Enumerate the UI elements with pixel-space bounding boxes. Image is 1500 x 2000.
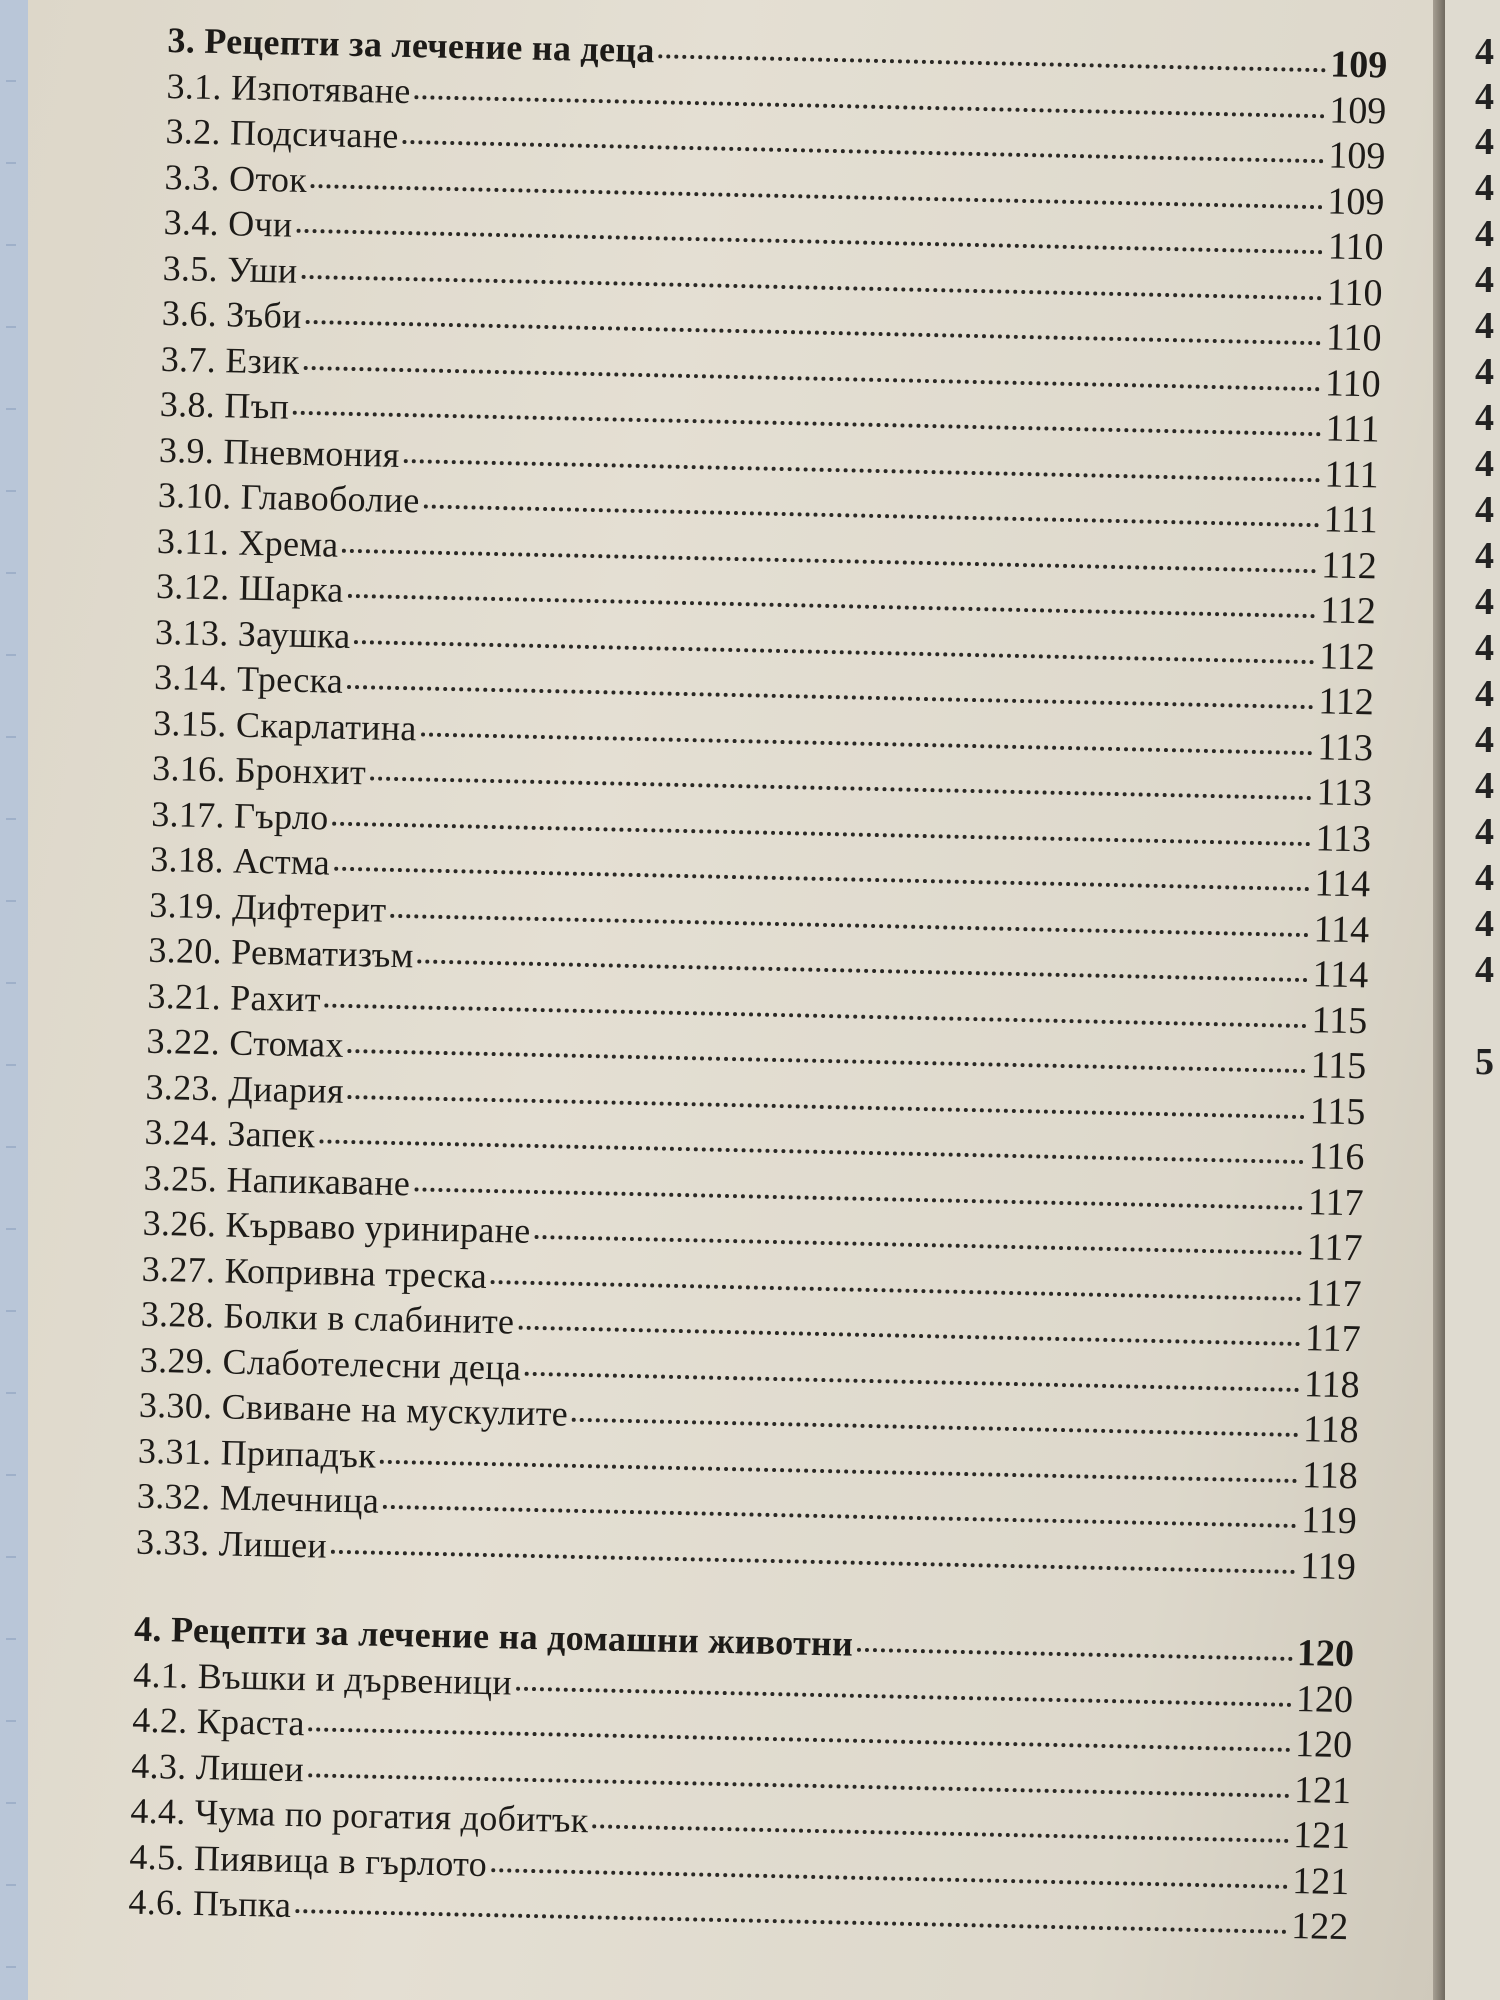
entry-title: 3.10. Главоболие (157, 474, 421, 521)
heading-page: 120 (1296, 1632, 1355, 1676)
notebook-edge (0, 0, 30, 2000)
dot-leader (592, 1816, 1289, 1843)
dot-leader (354, 632, 1315, 664)
entry-page: 115 (1311, 998, 1368, 1042)
entry-title: 3.14. Треска (153, 656, 344, 701)
entry-title: 3.33. Лишеи (135, 1521, 328, 1566)
entry-page: 110 (1327, 225, 1384, 269)
entry-page: 114 (1312, 953, 1369, 997)
dot-leader (380, 1451, 1298, 1482)
entry-page: 109 (1328, 88, 1387, 133)
entry-page: 115 (1310, 1044, 1367, 1088)
entry-title: 3.25. Напикаване (143, 1157, 411, 1203)
dot-leader (659, 46, 1327, 72)
facing-page-number: 4 (1475, 811, 1494, 853)
entry-page: 113 (1316, 771, 1373, 815)
entry-title: 4.1. Въшки и дървеници (132, 1654, 513, 1703)
entry-title: 3.17. Гърло (150, 793, 329, 838)
entry-page: 117 (1306, 1226, 1363, 1270)
facing-page-number: 4 (1475, 857, 1494, 899)
entry-page: 119 (1299, 1544, 1357, 1588)
entry-page: 114 (1313, 907, 1370, 951)
entry-title: 4.4. Чума по рогатия добитък (130, 1790, 589, 1841)
facing-page-edge (1445, 0, 1500, 2000)
entry-page: 112 (1319, 589, 1377, 633)
entry-page: 111 (1323, 498, 1379, 542)
dot-leader (319, 1131, 1305, 1164)
entry-page: 110 (1325, 316, 1382, 360)
entry-title: 3.5. Уши (162, 247, 298, 291)
facing-page-number: 4 (1475, 627, 1494, 669)
table-of-contents (128, 18, 1388, 1951)
entry-title: 3.27. Копривна треска (141, 1248, 488, 1296)
entry-title: 3.3. Оток (164, 156, 308, 200)
entry-page: 113 (1315, 816, 1372, 860)
book-gutter (1433, 0, 1445, 2000)
entry-page: 113 (1316, 725, 1374, 769)
dot-leader (301, 266, 1323, 299)
facing-page-number: 4 (1475, 903, 1494, 945)
entry-title: 3.8. Пъп (159, 383, 290, 427)
entry-title: 3.12. Шарка (155, 565, 345, 610)
entry-page: 118 (1301, 1453, 1359, 1497)
entry-page: 117 (1307, 1180, 1364, 1224)
facing-page-number: 4 (1475, 489, 1494, 531)
dot-leader (383, 1497, 1297, 1528)
entry-title: 3.4. Очи (163, 201, 293, 245)
dot-leader (309, 1719, 1292, 1752)
entry-page: 121 (1293, 1768, 1352, 1812)
entry-page: 121 (1291, 1859, 1350, 1903)
entry-title: 3.23. Диария (145, 1066, 345, 1111)
dot-leader (331, 1541, 1296, 1573)
entry-page: 114 (1314, 862, 1371, 906)
entry-page: 116 (1308, 1135, 1365, 1179)
entry-page: 112 (1318, 634, 1376, 678)
facing-page-number: 4 (1475, 535, 1494, 577)
entry-title: 3.19. Дифтерит (149, 884, 387, 930)
entry-title: 4.5. Пиявица в гърлото (129, 1836, 488, 1884)
facing-page-number: 4 (1475, 351, 1494, 393)
dot-leader (421, 724, 1314, 755)
dot-leader (334, 859, 1311, 891)
entry-page: 109 (1327, 134, 1386, 178)
entry-title: 4.3. Лишеи (130, 1745, 305, 1789)
entry-page: 122 (1290, 1904, 1349, 1949)
book-page (28, 0, 1433, 2000)
facing-page-number: 4 (1475, 167, 1494, 209)
entry-title: 3.26. Кърваво уриниране (142, 1202, 531, 1251)
entry-title: 3.9. Пневмония (158, 429, 401, 475)
dot-leader (525, 1363, 1300, 1391)
dot-leader (325, 995, 1308, 1028)
entry-page: 110 (1326, 270, 1383, 314)
entry-title: 3.28. Болки в слабините (140, 1293, 515, 1342)
facing-page-number: 4 (1475, 31, 1494, 73)
entry-title: 3.6. Зъби (161, 292, 303, 336)
entry-title: 3.13. Заушка (154, 611, 351, 656)
entry-title: 3.11. Хрема (156, 520, 339, 565)
entry-title: 3.21. Рахит (147, 975, 322, 1019)
facing-page-number: 5 (1475, 1041, 1494, 1083)
facing-page-number: 4 (1475, 76, 1494, 118)
dot-leader (491, 1860, 1288, 1889)
entry-title: 3.29. Слаботелесни деца (139, 1339, 522, 1388)
dot-leader (348, 1041, 1307, 1073)
facing-page-number: 4 (1475, 397, 1494, 439)
entry-title: 3.31. Припадък (137, 1430, 377, 1476)
heading-title: 4. Рецепти за лечение на домашни животни (133, 1608, 854, 1664)
dot-leader (423, 496, 1319, 527)
entry-title: 3.24. Запек (144, 1111, 316, 1156)
dot-leader (572, 1410, 1299, 1437)
facing-page-number: 4 (1475, 121, 1494, 163)
dot-leader (516, 1678, 1292, 1706)
facing-page-number: 4 (1475, 443, 1494, 485)
heading-page: 109 (1329, 43, 1388, 87)
entry-title: 3.15. Скарлатина (152, 702, 418, 748)
dot-leader (370, 768, 1313, 800)
entry-page: 119 (1300, 1499, 1358, 1543)
entry-page: 118 (1303, 1362, 1361, 1406)
dot-leader (308, 1765, 1290, 1798)
facing-page-number: 4 (1475, 765, 1494, 807)
dot-leader (403, 451, 1320, 482)
dot-leader (303, 357, 1321, 390)
dot-leader (402, 132, 1324, 163)
dot-leader (418, 951, 1309, 982)
dot-leader (293, 403, 1322, 437)
dot-leader (295, 1901, 1287, 1934)
dot-leader (348, 1087, 1306, 1119)
entry-title: 3.18. Астма (149, 838, 331, 883)
dot-leader (414, 87, 1325, 118)
facing-page-number: 4 (1475, 719, 1494, 761)
dot-leader (347, 586, 1316, 618)
facing-page-number: 4 (1475, 949, 1494, 991)
dot-leader (491, 1272, 1302, 1301)
entry-page: 111 (1325, 407, 1381, 451)
entry-page: 112 (1320, 543, 1378, 587)
dot-leader (518, 1318, 1301, 1346)
entry-page: 121 (1292, 1813, 1351, 1858)
entry-title: 4.6. Пъпка (128, 1881, 292, 1925)
heading-title: 3. Рецепти за лечение на деца (167, 19, 656, 71)
dot-leader (342, 540, 1317, 572)
dot-leader (857, 1640, 1293, 1661)
dot-leader (390, 905, 1309, 936)
entry-title: 3.30. Свиване на мускулите (138, 1384, 569, 1434)
dot-leader (311, 176, 1324, 209)
dot-leader (296, 221, 1324, 255)
facing-page-number: 4 (1475, 259, 1494, 301)
entry-page: 111 (1324, 452, 1380, 496)
facing-page-number: 4 (1475, 213, 1494, 255)
facing-page-number: 4 (1475, 673, 1494, 715)
entry-title: 3.1. Изпотяване (166, 65, 412, 111)
dot-leader (332, 813, 1311, 846)
entry-page: 109 (1326, 179, 1385, 224)
entry-title: 4.2. Краста (131, 1699, 306, 1744)
dot-leader (306, 312, 1322, 345)
entry-title: 3.2. Подсичане (165, 110, 400, 156)
facing-page-number: 4 (1475, 581, 1494, 623)
entry-page: 120 (1295, 1677, 1354, 1721)
entry-title: 3.20. Ревматизъм (148, 929, 415, 976)
entry-page: 120 (1294, 1722, 1353, 1767)
entry-page: 117 (1305, 1271, 1362, 1315)
entry-title: 3.16. Бронхит (151, 747, 367, 793)
dot-leader (414, 1179, 1304, 1210)
entry-page: 115 (1309, 1089, 1366, 1133)
entry-title: 3.32. Млечница (136, 1475, 380, 1521)
entry-page: 117 (1304, 1317, 1362, 1361)
dot-leader (347, 677, 1314, 709)
facing-page-number: 4 (1475, 305, 1494, 347)
entry-page: 118 (1302, 1408, 1360, 1452)
dot-leader (534, 1227, 1303, 1255)
entry-page: 112 (1317, 680, 1375, 724)
entry-page: 110 (1324, 361, 1382, 405)
entry-title: 3.7. Език (160, 338, 300, 382)
entry-title: 3.22. Стомах (146, 1020, 345, 1065)
